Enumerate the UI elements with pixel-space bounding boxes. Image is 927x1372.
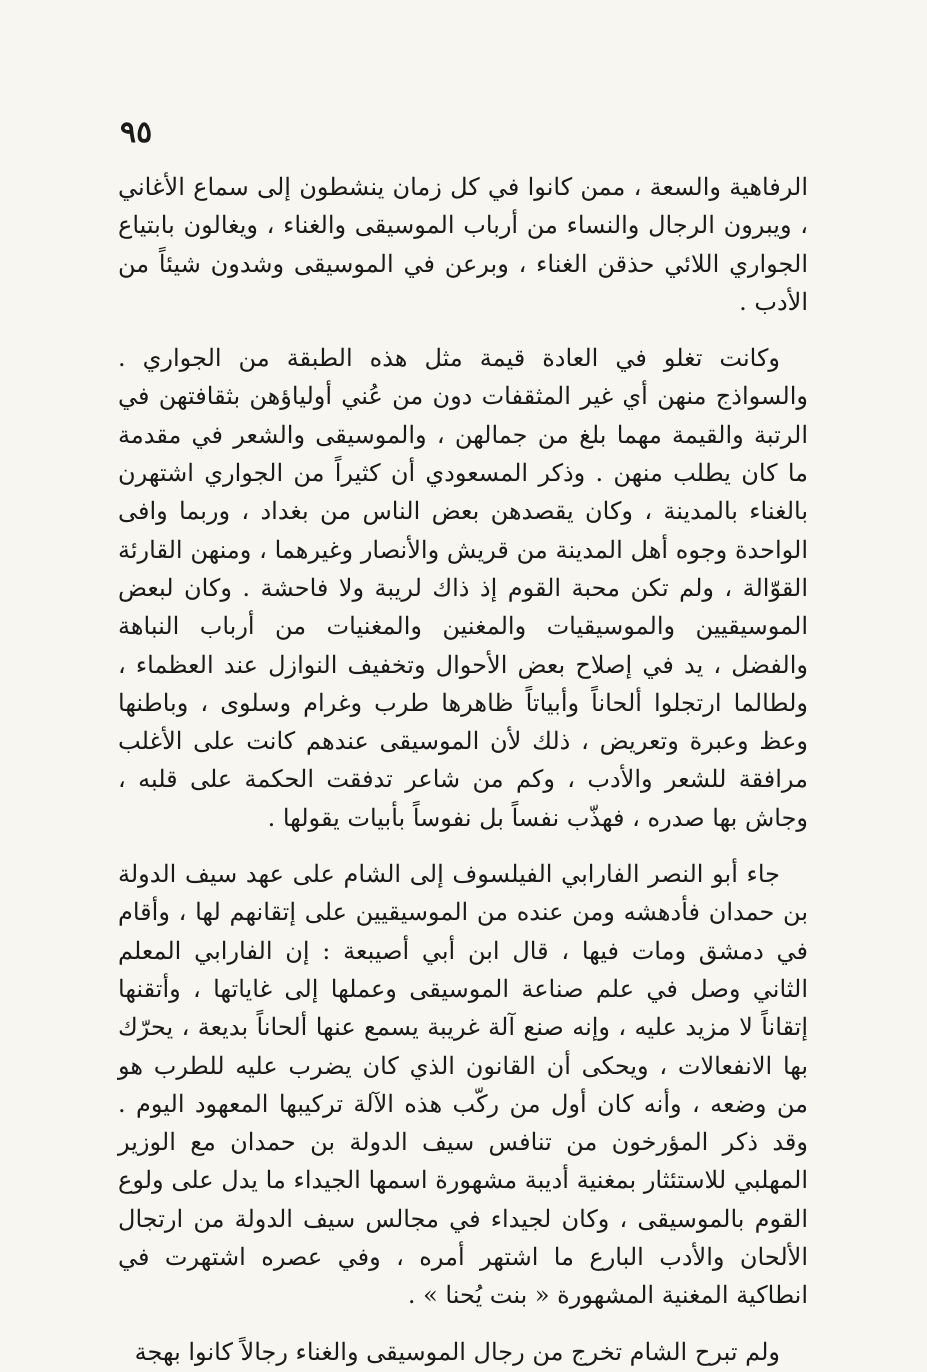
page-number: ٩٥ [120, 115, 153, 150]
paragraph-2: وكانت تغلو في العادة قيمة مثل هذه الطبقة من الجواري . والسواذج منهن أي غير المثقفات دون من عُني أولياؤهن بثقافتهن في الرتبة والقيمة مهما بلغ من جمالهن ، والموسيقى والشعر في مقدمة ما كان يطلب منهن . وذكر المسعودي أن كثيراً من الجواري اشتهرن بالغناء بالمدينة ، وكان يقصدهن بعض الناس من بغداد ، وربما وافى الواحدة وجوه أهل المدينة من قريش والأنصار وغيرهما ، ومنهن القارئة القوّالة ، ولم تكن محبة القوم إذ ذاك لريبة ولا فاحشة . وكان لبعض الموسيقيين والموسيقيات والمغنين والمغنيات من أرباب النباهة والفضل ، يد في إصلاح بعض الأحوال وتخفيف النوازل عند العظماء ، ولطالما ارتجلوا ألحاناً وأبياتاً ظاهرها طرب وغرام وسلوى ، وباطنها وعظ وعبرة وتعريض ، ذلك لأن الموسيقى عندهم كانت على الأغلب مرافقة للشعر والأدب ، وكم من شاعر تدفقت الحكمة على قلبه ، وجاش بها صدره ، فهذّب نفساً بل نفوساً بأبيات يقولها . [118, 344, 808, 832]
paragraph-1: الرفاهية والسعة ، ممن كانوا في كل زمان ينشطون إلى سماع الأغاني ، ويبرون الرجال والنساء من أرباب الموسيقى والغناء ، ويغالون بابتياع الجواري اللائي حذقن الغناء ، وبرعن في الموسيقى وشدون شيئاً من الأدب . [118, 173, 808, 316]
body-text [118, 168, 808, 1371]
paragraph-3: جاء أبو النصر الفارابي الفيلسوف إلى الشام على عهد سيف الدولة بن حمدان فأدهشه ومن عنده من الموسيقيين على إتقانهم لها ، وأقام في دمشق ومات فيها ، قال ابن أبي أصيبعة : إن الفارابي المعلم الثاني وصل في علم صناعة الموسيقى وعملها إلى غاياتها ، وأتقنها إتقاناً لا مزيد عليه ، وإنه صنع آلة غريبة يسمع عنها ألحاناً بديعة ، يحرّك بها الانفعالات ، ويحكى أن القانون الذي كان يضرب عليه للطرب هو من وضعه ، وأنه كان أول من ركّب هذه الآلة تركيبها المعهود اليوم . وقد ذكر المؤرخون من تنافس سيف الدولة بن حمدان مع الوزير المهلبي للاستئثار بمغنية أديبة مشهورة اسمها الجيداء ما يدل على ولوع القوم بالموسيقى ، وكان لجيداء في مجالس سيف الدولة من ارتجال الألحان والأدب البارع ما اشتهر أمره ، وفي عصره اشتهرت في انطاكية المغنية المشهورة « بنت يُحنا » . [118, 860, 808, 1310]
paragraph-4: ولم تبرح الشام تخرج من رجال الموسيقى والغناء رجالاً كانوا بهجة [134, 1337, 780, 1366]
